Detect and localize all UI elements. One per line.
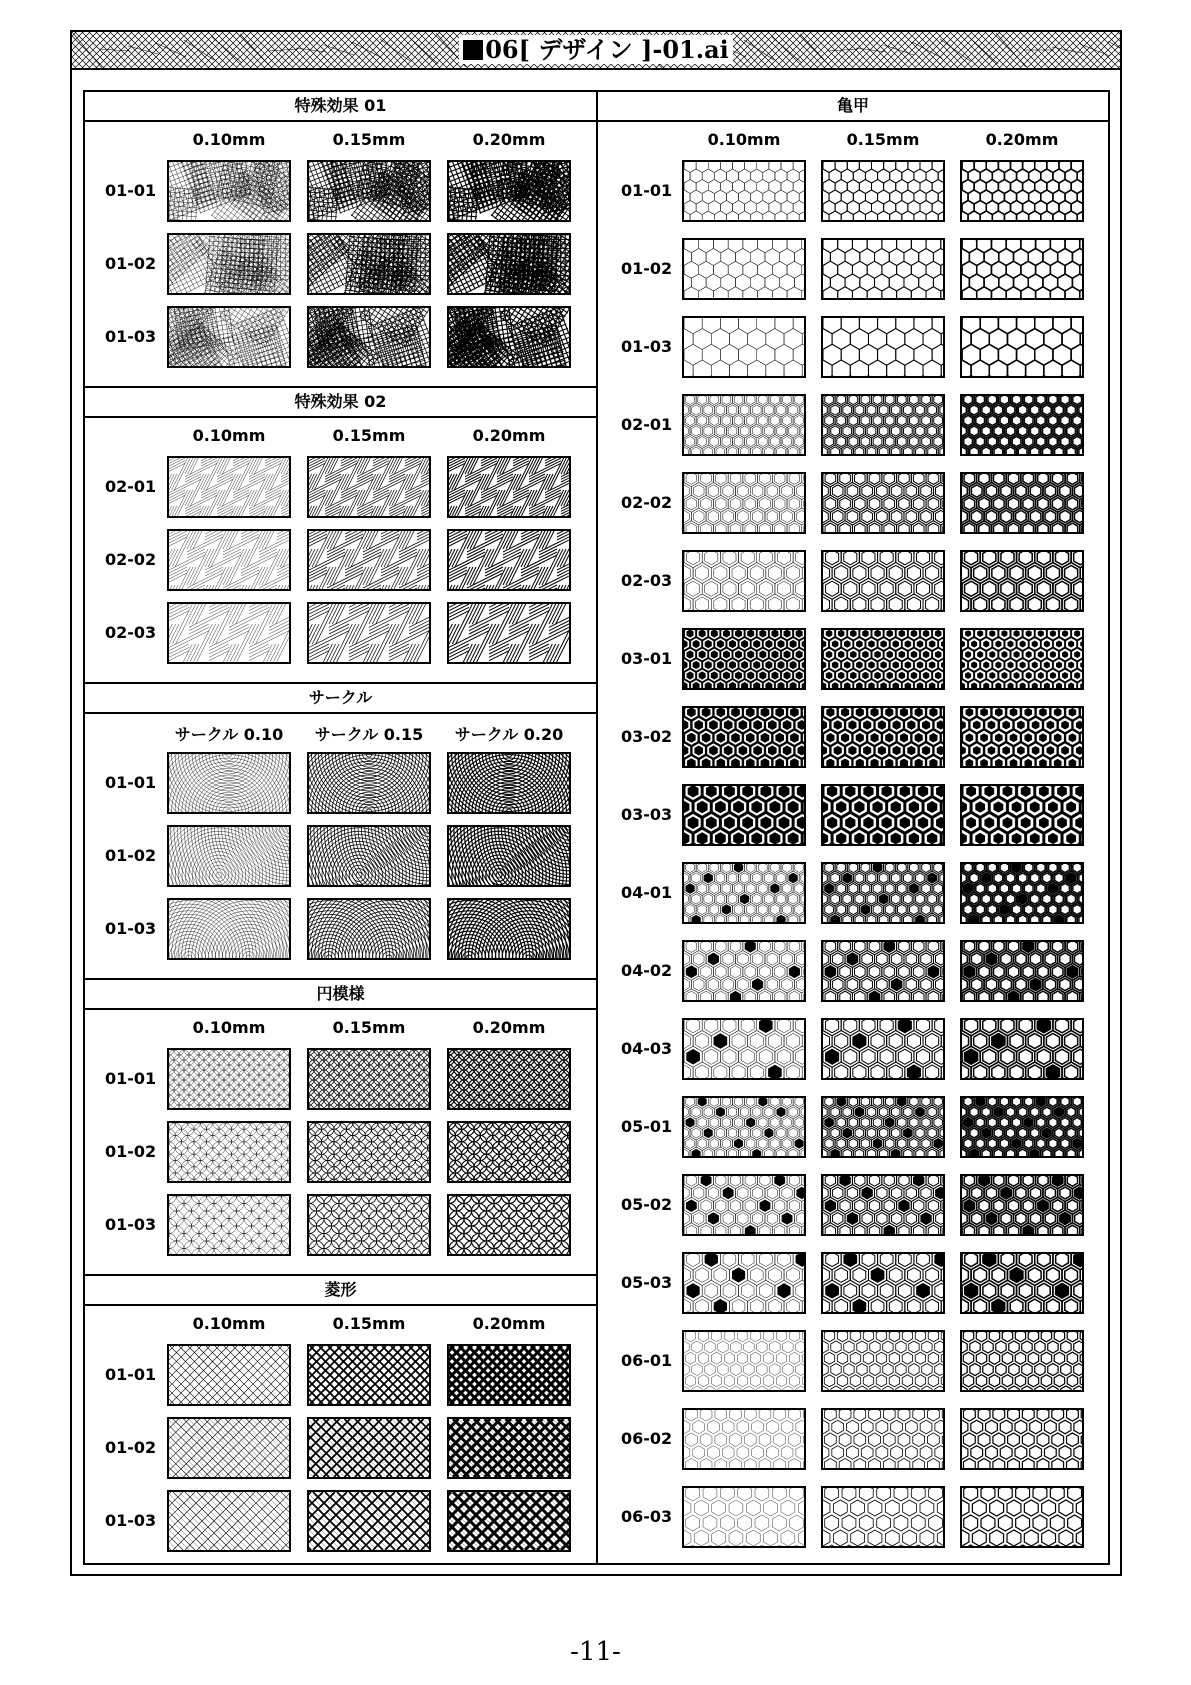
row-label: 01-03 — [105, 1511, 157, 1530]
hex-pattern-graphic — [684, 240, 804, 298]
basket-pattern-graphic — [309, 604, 429, 662]
pattern-swatch — [167, 1121, 291, 1183]
pattern-swatch — [821, 394, 945, 456]
pattern-swatch — [682, 472, 806, 534]
pattern-swatch — [960, 1408, 1084, 1470]
pattern-swatch — [682, 784, 806, 846]
row-label: 03-02 — [621, 727, 673, 746]
column-header: 0.15mm — [332, 426, 406, 445]
diamond-pattern-graphic — [169, 1419, 289, 1477]
column-header: サークル 0.20 — [454, 725, 564, 744]
section-title: 円模様 — [85, 978, 596, 1010]
hex-pattern-graphic — [823, 864, 943, 922]
row-label: 01-03 — [105, 327, 157, 346]
pattern-swatch — [682, 394, 806, 456]
pattern-swatch — [307, 160, 431, 222]
hex-pattern-graphic — [684, 864, 804, 922]
pattern-swatch — [960, 550, 1084, 612]
mesh-pattern-graphic — [449, 235, 569, 293]
column-header: サークル 0.15 — [314, 725, 424, 744]
column-header: サークル 0.10 — [174, 725, 284, 744]
pattern-swatch — [821, 1096, 945, 1158]
hex-pattern-graphic — [962, 708, 1082, 766]
basket-pattern-graphic — [169, 604, 289, 662]
pattern-swatch — [821, 1018, 945, 1080]
rings-pattern-graphic — [449, 754, 569, 812]
pattern-swatch — [682, 1486, 806, 1548]
pattern-swatch — [447, 529, 571, 591]
pattern-swatch — [447, 898, 571, 960]
hex-pattern-graphic — [684, 1488, 804, 1546]
row-label: 04-02 — [621, 961, 673, 980]
column-header: 0.20mm — [472, 1314, 546, 1333]
row-label: 01-01 — [105, 181, 157, 200]
pattern-swatch — [307, 1048, 431, 1110]
column-header: 0.10mm — [192, 1018, 266, 1037]
hex-pattern-graphic — [684, 1332, 804, 1390]
diamond-pattern-graphic — [169, 1346, 289, 1404]
pattern-swatch — [167, 602, 291, 664]
row-label: 01-01 — [105, 1365, 157, 1384]
hex-pattern-graphic — [823, 942, 943, 1000]
pattern-swatch — [447, 233, 571, 295]
hex-pattern-graphic — [684, 396, 804, 454]
column-header: 0.15mm — [332, 1314, 406, 1333]
row-label: 04-03 — [621, 1039, 673, 1058]
hex-pattern-graphic — [962, 864, 1082, 922]
column-header: 0.20mm — [472, 130, 546, 149]
column-header: 0.10mm — [192, 1314, 266, 1333]
pattern-swatch — [447, 752, 571, 814]
pattern-swatch — [682, 160, 806, 222]
pattern-swatch — [960, 1096, 1084, 1158]
pattern-swatch — [307, 233, 431, 295]
pattern-swatch — [167, 1490, 291, 1552]
pattern-swatch — [821, 784, 945, 846]
diamond-pattern-graphic — [309, 1419, 429, 1477]
mesh-pattern-graphic — [169, 235, 289, 293]
pattern-swatch — [307, 602, 431, 664]
hex-pattern-graphic — [823, 630, 943, 688]
pattern-grid — [83, 90, 1110, 1565]
mesh-pattern-graphic — [309, 308, 429, 366]
basket-pattern-graphic — [309, 458, 429, 516]
row-label: 03-03 — [621, 805, 673, 824]
hex-pattern-graphic — [962, 552, 1082, 610]
pattern-swatch — [960, 706, 1084, 768]
pattern-swatch — [821, 550, 945, 612]
mesh-pattern-graphic — [449, 308, 569, 366]
pattern-swatch — [167, 456, 291, 518]
basket-pattern-graphic — [169, 531, 289, 589]
hex-pattern-graphic — [962, 318, 1082, 376]
column-divider — [596, 92, 598, 1563]
column-header: 0.15mm — [332, 1018, 406, 1037]
pattern-swatch — [307, 1417, 431, 1479]
pattern-swatch — [307, 456, 431, 518]
row-label: 05-02 — [621, 1195, 673, 1214]
pattern-swatch — [960, 394, 1084, 456]
row-label: 05-01 — [621, 1117, 673, 1136]
hex-pattern-graphic — [962, 630, 1082, 688]
column-header: 0.15mm — [332, 130, 406, 149]
pattern-swatch — [682, 1252, 806, 1314]
row-label: 02-03 — [621, 571, 673, 590]
hex-pattern-graphic — [823, 1020, 943, 1078]
pattern-swatch — [682, 1174, 806, 1236]
pattern-swatch — [821, 472, 945, 534]
row-label: 01-02 — [105, 846, 157, 865]
hex-pattern-graphic — [684, 1098, 804, 1156]
row-label: 01-01 — [105, 1069, 157, 1088]
pattern-swatch — [821, 1252, 945, 1314]
row-label: 01-03 — [105, 919, 157, 938]
hex-pattern-graphic — [962, 396, 1082, 454]
pattern-swatch — [682, 940, 806, 1002]
column-header: 0.20mm — [472, 426, 546, 445]
pattern-swatch — [960, 1252, 1084, 1314]
row-label: 01-02 — [105, 1142, 157, 1161]
pattern-swatch — [167, 825, 291, 887]
document-title — [72, 35, 1120, 65]
hex-pattern-graphic — [962, 1020, 1082, 1078]
pattern-swatch — [307, 1344, 431, 1406]
circles-pattern-graphic — [449, 1196, 569, 1254]
pattern-swatch — [167, 233, 291, 295]
hex-pattern-graphic — [823, 1098, 943, 1156]
pattern-swatch — [960, 862, 1084, 924]
column-header: 0.10mm — [192, 130, 266, 149]
hex-pattern-graphic — [962, 162, 1082, 220]
pattern-swatch — [682, 628, 806, 690]
pattern-swatch — [960, 472, 1084, 534]
hex-pattern-graphic — [962, 1488, 1082, 1546]
pattern-swatch — [821, 706, 945, 768]
pattern-swatch — [682, 862, 806, 924]
row-label: 06-03 — [621, 1507, 673, 1526]
diamond-pattern-graphic — [169, 1492, 289, 1550]
section-title: 菱形 — [85, 1274, 596, 1306]
pattern-swatch — [960, 1330, 1084, 1392]
column-header: 0.20mm — [472, 1018, 546, 1037]
pattern-swatch — [307, 1490, 431, 1552]
basket-pattern-graphic — [169, 458, 289, 516]
hex-pattern-graphic — [823, 396, 943, 454]
hex-pattern-graphic — [962, 786, 1082, 844]
pattern-swatch — [447, 1417, 571, 1479]
pattern-swatch — [447, 825, 571, 887]
diamond-pattern-graphic — [449, 1492, 569, 1550]
circles-pattern-graphic — [309, 1050, 429, 1108]
pattern-swatch — [167, 898, 291, 960]
pattern-swatch — [821, 1174, 945, 1236]
mesh-pattern-graphic — [169, 162, 289, 220]
section-title: サークル — [85, 682, 596, 714]
rings-pattern-graphic — [169, 754, 289, 812]
hex-pattern-graphic — [684, 1176, 804, 1234]
pattern-swatch — [960, 1018, 1084, 1080]
circles-pattern-graphic — [169, 1196, 289, 1254]
pattern-swatch — [821, 862, 945, 924]
pattern-swatch — [821, 940, 945, 1002]
pattern-swatch — [447, 160, 571, 222]
pattern-swatch — [307, 1121, 431, 1183]
hex-pattern-graphic — [684, 474, 804, 532]
row-label: 06-02 — [621, 1429, 673, 1448]
rings-pattern-graphic — [309, 900, 429, 958]
pattern-swatch — [821, 238, 945, 300]
pattern-swatch — [167, 160, 291, 222]
pattern-swatch — [821, 1486, 945, 1548]
pattern-swatch — [307, 825, 431, 887]
row-label: 02-02 — [621, 493, 673, 512]
pattern-swatch — [307, 306, 431, 368]
hex-pattern-graphic — [823, 708, 943, 766]
hex-pattern-graphic — [684, 942, 804, 1000]
column-header: 0.10mm — [192, 426, 266, 445]
pattern-swatch — [682, 238, 806, 300]
pattern-swatch — [821, 316, 945, 378]
hex-pattern-graphic — [684, 1254, 804, 1312]
pattern-swatch — [167, 306, 291, 368]
rings-pattern-graphic — [169, 900, 289, 958]
pattern-swatch — [682, 706, 806, 768]
pattern-swatch — [307, 752, 431, 814]
title-bar — [72, 32, 1120, 70]
row-label: 01-02 — [105, 1438, 157, 1457]
rings-pattern-graphic — [309, 754, 429, 812]
hex-pattern-graphic — [962, 1254, 1082, 1312]
row-label: 01-01 — [621, 181, 673, 200]
pattern-swatch — [682, 1408, 806, 1470]
diamond-pattern-graphic — [309, 1346, 429, 1404]
rings-pattern-graphic — [449, 900, 569, 958]
pattern-swatch — [167, 1048, 291, 1110]
title-label: 06[ デザイン ]-01.ai — [485, 35, 729, 64]
pattern-swatch — [307, 1194, 431, 1256]
mesh-pattern-graphic — [169, 308, 289, 366]
pattern-swatch — [167, 1344, 291, 1406]
row-label: 02-03 — [105, 623, 157, 642]
hex-pattern-graphic — [962, 474, 1082, 532]
hex-pattern-graphic — [684, 1020, 804, 1078]
hex-pattern-graphic — [962, 1176, 1082, 1234]
pattern-swatch — [447, 456, 571, 518]
row-label: 02-02 — [105, 550, 157, 569]
basket-pattern-graphic — [309, 531, 429, 589]
circles-pattern-graphic — [309, 1196, 429, 1254]
pattern-swatch — [167, 529, 291, 591]
pattern-swatch — [821, 160, 945, 222]
black-square-icon — [463, 40, 483, 60]
circles-pattern-graphic — [449, 1050, 569, 1108]
pattern-swatch — [447, 1194, 571, 1256]
circles-pattern-graphic — [169, 1123, 289, 1181]
pattern-swatch — [307, 898, 431, 960]
hex-pattern-graphic — [962, 1332, 1082, 1390]
row-label: 01-01 — [105, 773, 157, 792]
column-header: 0.20mm — [985, 130, 1059, 149]
section-title: 特殊効果 02 — [85, 386, 596, 418]
basket-pattern-graphic — [449, 604, 569, 662]
row-label: 01-03 — [105, 1215, 157, 1234]
rings-pattern-graphic — [309, 827, 429, 885]
hex-pattern-graphic — [823, 786, 943, 844]
column-header: 0.10mm — [707, 130, 781, 149]
pattern-swatch — [447, 602, 571, 664]
row-label: 01-02 — [105, 254, 157, 273]
row-label: 04-01 — [621, 883, 673, 902]
row-label: 05-03 — [621, 1273, 673, 1292]
pattern-swatch — [960, 238, 1084, 300]
hex-pattern-graphic — [684, 708, 804, 766]
mesh-pattern-graphic — [309, 162, 429, 220]
hex-pattern-graphic — [684, 552, 804, 610]
hex-pattern-graphic — [823, 240, 943, 298]
pattern-swatch — [307, 529, 431, 591]
page-number: -11- — [570, 1637, 621, 1667]
circles-pattern-graphic — [169, 1050, 289, 1108]
rings-pattern-graphic — [169, 827, 289, 885]
mesh-pattern-graphic — [309, 235, 429, 293]
hex-pattern-graphic — [823, 1332, 943, 1390]
pattern-swatch — [682, 1330, 806, 1392]
pattern-swatch — [682, 316, 806, 378]
hex-pattern-graphic — [962, 1410, 1082, 1468]
pattern-swatch — [447, 1121, 571, 1183]
pattern-swatch — [682, 1018, 806, 1080]
column-header: 0.15mm — [846, 130, 920, 149]
pattern-swatch — [167, 1417, 291, 1479]
diamond-pattern-graphic — [449, 1419, 569, 1477]
circles-pattern-graphic — [449, 1123, 569, 1181]
pattern-swatch — [447, 1490, 571, 1552]
hex-pattern-graphic — [684, 630, 804, 688]
pattern-swatch — [447, 1048, 571, 1110]
section-title: 亀甲 — [598, 92, 1108, 122]
hex-pattern-graphic — [823, 1254, 943, 1312]
diamond-pattern-graphic — [309, 1492, 429, 1550]
basket-pattern-graphic — [449, 458, 569, 516]
row-label: 02-01 — [105, 477, 157, 496]
row-label: 01-02 — [621, 259, 673, 278]
row-label: 06-01 — [621, 1351, 673, 1370]
circles-pattern-graphic — [309, 1123, 429, 1181]
pattern-swatch — [960, 1174, 1084, 1236]
pattern-swatch — [960, 628, 1084, 690]
hex-pattern-graphic — [823, 1410, 943, 1468]
hex-pattern-graphic — [962, 1098, 1082, 1156]
pattern-swatch — [960, 784, 1084, 846]
hex-pattern-graphic — [823, 1176, 943, 1234]
basket-pattern-graphic — [449, 531, 569, 589]
hex-pattern-graphic — [962, 942, 1082, 1000]
hex-pattern-graphic — [684, 162, 804, 220]
row-label: 03-01 — [621, 649, 673, 668]
pattern-swatch — [960, 316, 1084, 378]
row-label: 02-01 — [621, 415, 673, 434]
hex-pattern-graphic — [823, 474, 943, 532]
pattern-swatch — [682, 1096, 806, 1158]
hex-pattern-graphic — [684, 1410, 804, 1468]
pattern-swatch — [447, 1344, 571, 1406]
pattern-swatch — [167, 1194, 291, 1256]
hex-pattern-graphic — [823, 162, 943, 220]
pattern-swatch — [960, 940, 1084, 1002]
hex-pattern-graphic — [684, 786, 804, 844]
hex-pattern-graphic — [823, 552, 943, 610]
mesh-pattern-graphic — [449, 162, 569, 220]
hex-pattern-graphic — [823, 1488, 943, 1546]
row-label: 01-03 — [621, 337, 673, 356]
pattern-swatch — [682, 550, 806, 612]
rings-pattern-graphic — [449, 827, 569, 885]
hex-pattern-graphic — [962, 240, 1082, 298]
pattern-swatch — [821, 628, 945, 690]
pattern-swatch — [821, 1408, 945, 1470]
hex-pattern-graphic — [823, 318, 943, 376]
pattern-swatch — [960, 1486, 1084, 1548]
hex-pattern-graphic — [684, 318, 804, 376]
diamond-pattern-graphic — [449, 1346, 569, 1404]
pattern-swatch — [821, 1330, 945, 1392]
pattern-swatch — [447, 306, 571, 368]
section-title: 特殊効果 01 — [85, 92, 596, 122]
pattern-swatch — [167, 752, 291, 814]
pattern-swatch — [960, 160, 1084, 222]
